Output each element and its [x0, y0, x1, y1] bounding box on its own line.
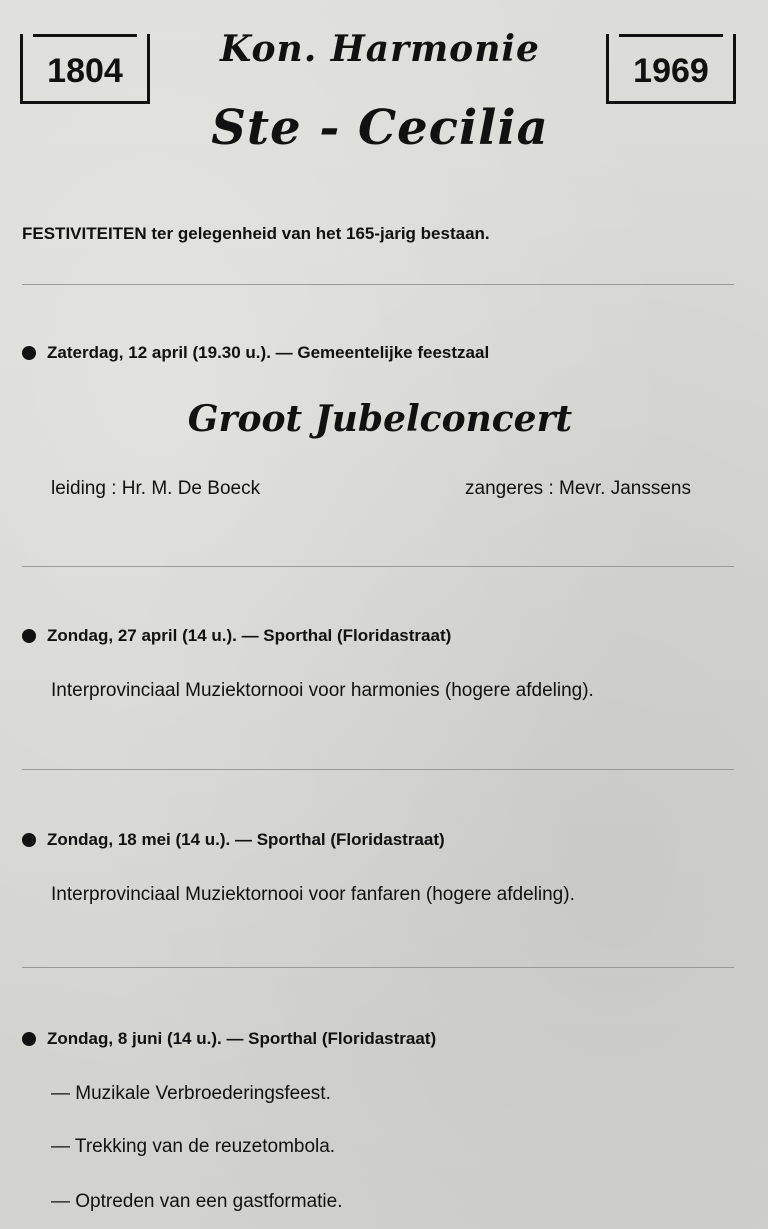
singer-credit: zangeres : Mevr. Janssens [465, 478, 691, 499]
year-current: 1969 [633, 52, 709, 90]
event-heading [22, 830, 445, 850]
event-heading-text: Zaterdag, 12 april (19.30 u.). — Gemeentelijke feestzaal [47, 343, 490, 362]
org-title: Ste - Cecilia [211, 100, 549, 156]
conductor-credit: leiding : Hr. M. De Boeck [51, 478, 261, 499]
bullet-icon [22, 1032, 36, 1046]
bullet-icon [22, 629, 36, 643]
event-heading [22, 626, 451, 646]
year-founded-box [20, 34, 150, 104]
divider [22, 769, 734, 770]
event-heading-text: Zondag, 8 juni (14 u.). — Sporthal (Floridastraat) [47, 1029, 437, 1048]
divider [22, 967, 734, 968]
program-item: — Trekking van de reuzetombola. [51, 1136, 336, 1157]
bullet-icon [22, 346, 36, 360]
event-heading-text: Zondag, 18 mei (14 u.). — Sporthal (Floridastraat) [47, 830, 445, 849]
event-heading [22, 1029, 436, 1049]
event-description: Interprovinciaal Muziektornooi voor fanfaren (hogere afdeling). [51, 884, 575, 905]
divider [22, 284, 734, 285]
year-founded: 1804 [47, 52, 123, 90]
year-current-box [606, 34, 736, 104]
program-item: — Muzikale Verbroederingsfeest. [51, 1083, 331, 1104]
event-description: Interprovinciaal Muziektornooi voor harmonies (hogere afdeling). [51, 680, 594, 701]
concert-title: Groot Jubelconcert [187, 398, 573, 440]
bullet-icon [22, 833, 36, 847]
festivities-subtitle: FESTIVITEITEN ter gelegenheid van het 165-jarig bestaan. [22, 224, 490, 243]
divider [22, 566, 734, 567]
org-name: Kon. Harmonie [220, 28, 540, 70]
event-heading-text: Zondag, 27 april (14 u.). — Sporthal (Floridastraat) [47, 626, 452, 645]
event-heading [22, 343, 489, 363]
program-item: — Optreden van een gastformatie. [51, 1191, 343, 1212]
